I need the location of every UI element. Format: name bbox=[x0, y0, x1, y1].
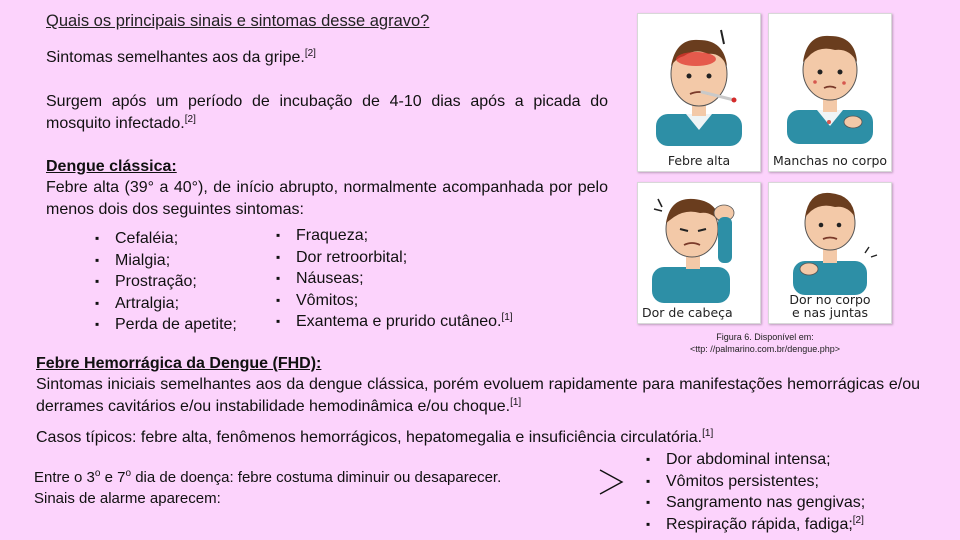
list-item: ▪ Sangramento nas gengivas; bbox=[646, 492, 865, 514]
day-range-text: dia de doença: febre costuma diminuir ou desaparecer. bbox=[131, 469, 502, 486]
figure-panel-headache bbox=[637, 182, 761, 324]
list-item: ▪ Vômitos; bbox=[276, 290, 513, 312]
list-item: ▪ Mialgia; bbox=[95, 250, 237, 272]
panel-label: Febre alta bbox=[667, 153, 731, 168]
intro-line-2-text: Surgem após um período de incubação de 4-10 dias após a picada do mosquito infectado. bbox=[46, 93, 608, 132]
list-item-text: Exantema e prurido cutâneo. bbox=[296, 313, 502, 330]
ref-2: [2] bbox=[304, 48, 316, 59]
list-item-text: Respiração rápida, fadiga; bbox=[666, 515, 853, 533]
list-item bbox=[646, 514, 865, 536]
list-item: ▪ Dor retroorbital; bbox=[276, 247, 513, 269]
typical-cases bbox=[36, 427, 713, 449]
list-item: ▪ Cefaléia; bbox=[95, 228, 237, 250]
list-item: ▪ Perda de apetite; bbox=[95, 314, 237, 336]
intro-line-1 bbox=[46, 47, 316, 69]
intro-line-2 bbox=[46, 91, 608, 134]
panel-label bbox=[769, 293, 891, 319]
ordinal: o bbox=[125, 468, 132, 479]
list-item bbox=[276, 311, 513, 333]
page-title[interactable]: Quais os principais sinais e sintomas desse agravo? bbox=[46, 12, 430, 30]
alarm-signs-label: Sinais de alarme aparecem: bbox=[34, 490, 221, 507]
list-item: ▪ Vômitos persistentes; bbox=[646, 471, 865, 493]
list-item: ▪ Fraqueza; bbox=[276, 225, 513, 247]
classic-heading: Dengue clássica: bbox=[46, 158, 177, 175]
figure-panel-body-pain bbox=[768, 182, 892, 324]
fhd-text bbox=[36, 374, 920, 417]
symptom-list-left bbox=[95, 228, 237, 336]
panel-label: Manchas no corpo bbox=[772, 153, 888, 168]
fhd-heading: Febre Hemorrágica da Dengue (FHD): bbox=[36, 355, 322, 372]
day-range-line bbox=[34, 467, 501, 488]
ordinal: o bbox=[94, 468, 101, 479]
list-item: ▪ Náuseas; bbox=[276, 268, 513, 290]
intro-line-1-text: Sintomas semelhantes aos da gripe. bbox=[46, 49, 305, 66]
day-range-text: Entre o 3 bbox=[34, 469, 95, 486]
caption-link[interactable]: <ttp: //palmarino.com.br/dengue.php> bbox=[689, 344, 841, 354]
figure-caption bbox=[640, 331, 890, 355]
spots-boy-illustration bbox=[769, 14, 891, 171]
fever-boy-illustration bbox=[638, 14, 760, 171]
fhd-text-body: Sintomas iniciais semelhantes aos da dengue clássica, porém evoluem rapidamente para manifestações hemorrágicas e/ou derrames cavitários e/ou instabilidade hemodinâmica e/ou choque. bbox=[36, 376, 920, 415]
panel-label-text: Dor no corpo e nas juntas bbox=[789, 292, 871, 320]
figure-panel-fever bbox=[637, 13, 761, 172]
ref-1: [1] bbox=[702, 428, 714, 439]
ref-1: [1] bbox=[510, 396, 522, 408]
list-item: ▪ Prostração; bbox=[95, 271, 237, 293]
symptom-list-right bbox=[276, 225, 513, 333]
panel-label: Dor de cabeça bbox=[642, 305, 733, 320]
ref-2: [2] bbox=[184, 113, 196, 125]
ref-2: [2] bbox=[852, 514, 864, 526]
bracket-arrow-icon bbox=[596, 466, 626, 498]
caption-line-1: Figura 6. Disponível em: bbox=[716, 332, 814, 342]
typical-cases-text: Casos típicos: febre alta, fenômenos hemorrágicos, hepatomegalia e insuficiência circulatória. bbox=[36, 429, 703, 446]
ref-1: [1] bbox=[501, 312, 513, 323]
list-item: ▪ Artralgia; bbox=[95, 293, 237, 315]
alarm-list bbox=[646, 449, 865, 535]
figure-panel-spots bbox=[768, 13, 892, 172]
day-range-text: e 7 bbox=[100, 469, 126, 486]
classic-text: Febre alta (39° a 40°), de início abrupto, normalmente acompanhada por pelo menos dois dos seguintes sintomas: bbox=[46, 179, 608, 218]
list-item: ▪ Dor abdominal intensa; bbox=[646, 449, 865, 471]
headache-boy-illustration bbox=[638, 183, 760, 323]
